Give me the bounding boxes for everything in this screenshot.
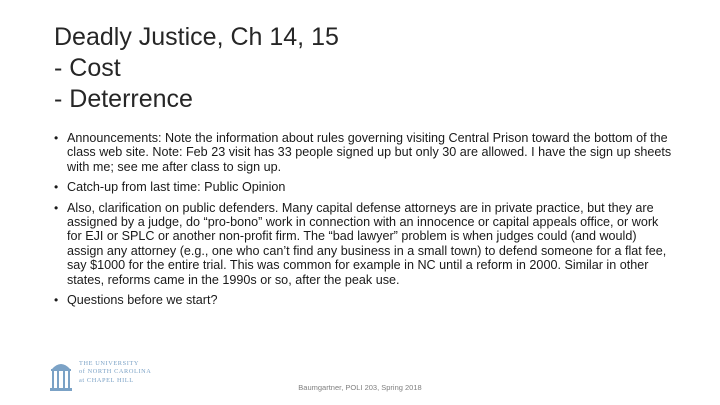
logo-line-1: THE UNIVERSITY xyxy=(79,360,139,367)
bullet-marker: • xyxy=(54,200,59,215)
slide-footer: Baumgartner, POLI 203, Spring 2018 xyxy=(298,383,422,392)
bullet-text: Catch-up from last time: Public Opinion xyxy=(67,180,286,195)
bullet-item-catch-up xyxy=(52,180,672,194)
bullet-marker: • xyxy=(54,131,59,145)
bullet-text: Questions before we start? xyxy=(67,293,218,308)
logo-text xyxy=(79,360,151,385)
bullet-text: Also, clarification on public defenders. Many capital defense attorneys are in private practice, but they are assigned by a judge, do “pro-bono” work in connection with an innocence or capital appeals office, or work for EJI or SPLC or another non-profit firm. The “bad lawyer” problem is when judges could (and would) assign any attorney (e.g., one who can’t find any business in a small town) to defend someone for a flat fee, say $1000 for the entire trial. This was common for example in NC until a reform in 2000. Similar in other states, reforms came in the 1990s or so, after the peak use. xyxy=(67,200,667,287)
title-line-1: Deadly Justice, Ch 14, 15 xyxy=(54,23,339,51)
bullet-item-questions xyxy=(52,293,672,307)
bullet-list xyxy=(52,131,672,313)
bullet-item-public-defenders xyxy=(52,201,672,287)
logo-line-3: at CHAPEL HILL xyxy=(79,376,134,384)
slide-title xyxy=(54,22,674,115)
bullet-marker: • xyxy=(54,180,59,195)
bullet-text: Announcements: Note the information about rules governing visiting Central Prison toward the bottom of the class web site. Note: Feb 23 visit has 33 people signed up but only 30 are allowed. I have the sign up sheets with me; see me after class to sign up. xyxy=(67,131,672,174)
logo-line-2: of NORTH CAROLINA xyxy=(79,368,152,376)
title-line-2: - Cost xyxy=(54,54,121,82)
bullet-item-announcements xyxy=(52,131,672,174)
title-line-3: - Deterrence xyxy=(54,85,193,113)
bullet-marker: • xyxy=(54,293,59,308)
